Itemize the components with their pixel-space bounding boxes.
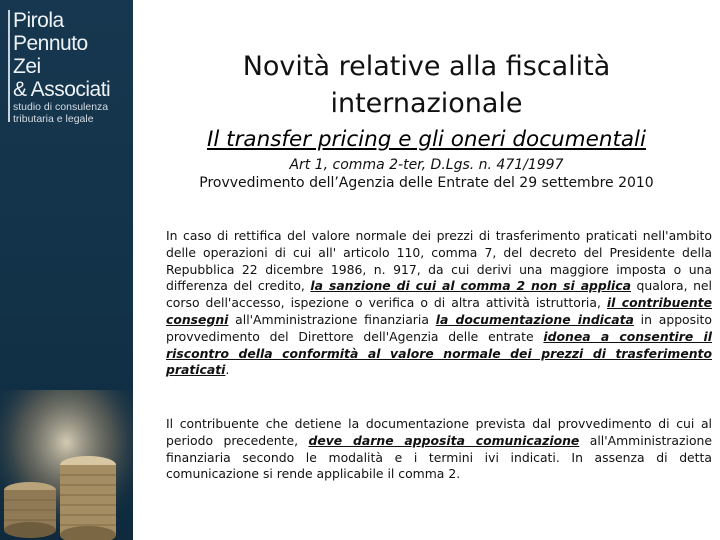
body-paragraph-2 <box>166 416 712 483</box>
logo-line-2: Pennuto <box>13 32 88 55</box>
p1-text-a: In caso di rettifica del valore normale dei prezzi di trasferimento praticati nell'ambito delle operazioni di cui all' articolo 110, comma 7, del decreto del Presidente della Repubblica 22 dicembre 1986, n. 917, da cui derivi una maggiore imposta o una differenza del credito, <box>166 228 712 294</box>
page-title-line-2: internazionale <box>330 88 523 119</box>
logo-line-4: & Associati <box>13 78 111 101</box>
logo-tagline-1: studio di consulenza <box>13 101 109 113</box>
p1-emphasis-documentation: la documentazione indicata <box>435 311 634 327</box>
p1-emphasis-sanction: la sanzione di cui al comma 2 non si applica <box>310 278 631 294</box>
logo-divider <box>8 10 10 122</box>
brand-sidebar <box>0 0 133 540</box>
regulation-reference: Provvedimento dell’Agenzia delle Entrate del 29 settembre 2010 <box>199 175 654 191</box>
page-title-line-1: Novità relative alla fiscalità <box>242 51 611 82</box>
p1-text-d: in apposito provvedimento del Direttore dell'Agenzia delle entrate <box>166 311 712 344</box>
logo-tagline-2: tributaria e legale <box>13 113 94 125</box>
body-paragraph-1 <box>166 228 712 379</box>
logo-line-1: Pirola <box>13 9 64 32</box>
p1-emphasis-suitability: idonea a consentire il riscontro della conformità al valore normale dei prezzi di trasferimento praticati <box>166 328 712 378</box>
legal-reference: Art 1, comma 2-ter, D.Lgs. n. 471/1997 <box>289 157 564 173</box>
p2-text-a: Il contribuente che detiene la documentazione prevista dal provvedimento di cui al periodo precedente, <box>166 416 712 448</box>
p1-emphasis-taxpayer: il contribuente consegni <box>166 295 712 327</box>
page-subtitle: Il transfer pricing e gli oneri documentali <box>207 127 646 152</box>
p1-text-e: . <box>225 362 230 378</box>
p1-text-b: qualora, nel corso dell'accesso, ispezione o verifica o di altra attività istruttoria, <box>166 278 712 311</box>
p2-text-b: all'Amministrazione finanziaria secondo le modalità e i termini ivi indicati. In assenza di detta comunicazione si rende applicabile il comma 2. <box>166 432 712 482</box>
coins-photo-decoration <box>0 390 133 540</box>
logo-line-3: Zei <box>13 55 41 78</box>
p2-emphasis-communication: deve darne apposita comunicazione <box>308 432 580 448</box>
p1-text-c: all'Amministrazione finanziaria <box>228 311 436 327</box>
